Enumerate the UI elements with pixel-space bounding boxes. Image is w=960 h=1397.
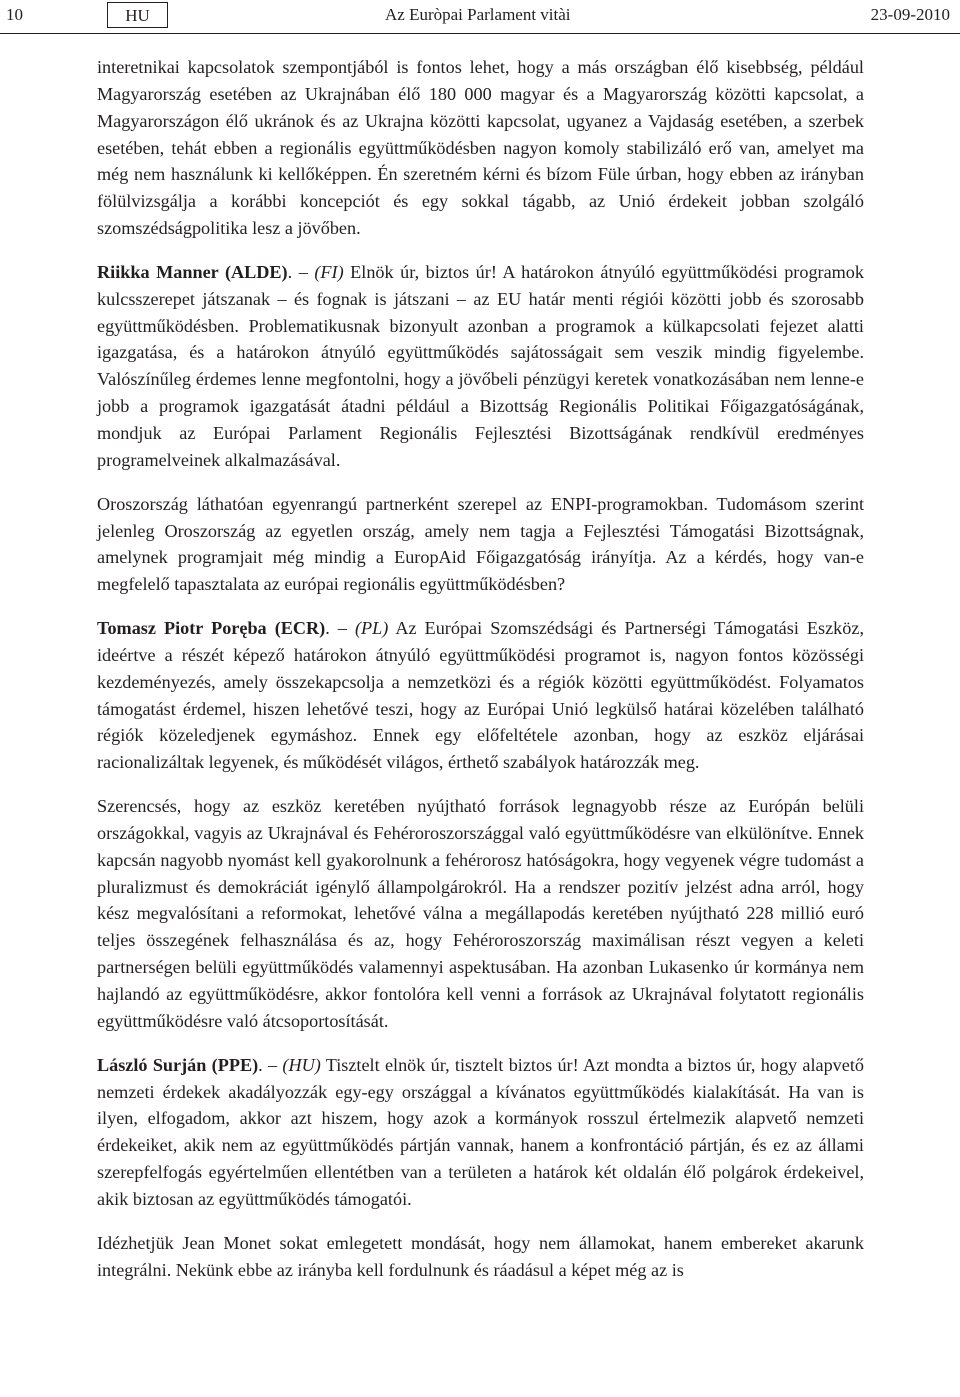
page-number: 10 — [6, 5, 23, 24]
paragraph — [97, 1230, 864, 1284]
paragraph-text: Az Európai Szomszédsági és Partnerségi Támogatási Eszköz, ideértve a részét képező határokon átnyúló együttműködési programot is, nagyon fontos közösségi kezdeményezés, amely összekapcsolja a nemzetközi és a régiók közötti együttműködést. Folyamatos támogatást érdemel, hiszen lehetővé teszi, hogy az Európai Unió legkülső határai közelében található régiók közeledjenek egymáshoz. Ennek egy előfeltétele azonban, hogy az eszköz eljárásai racionalizáltak legyenek, és működését világos, érthető szabályok határozzák meg. — [97, 618, 864, 773]
language-tag: (FI) — [314, 261, 344, 282]
header-date: 23-09-2010 — [870, 5, 950, 24]
speaker-separator: . – — [287, 261, 315, 282]
speaker-separator: . – — [325, 618, 355, 639]
paragraph-text: Elnök úr, biztos úr! A határokon átnyúló együttműködési programok kulcsszerepet játszanak – és fognak is játszani – az EU határ menti régiói közötti jobb és szorosabb együttműködésben. Problematikusnak bizonyult azonban a programok a külkapcsolati fejezet alatti igazgatása, és a határokon átnyúló együttműködés sajátosságait sem veszik mindig figyelembe. Valószínűleg érdemes lenne megfontolni, hogy a jövőbeli pénzügyi keretek vonatkozásában nem lenne-e jobb a programok igazgatását átadni például a Bizottság Regionális Politikai Főigazgatóságának, mondjuk az Európai Parlament Regionális Fejlesztési Bizottságának rendkívül eredményes programelveinek alkalmazásával. — [97, 261, 864, 470]
paragraph-text: Szerencsés, hogy az eszköz keretében nyújtható források legnagyobb része az Európán belüli országokkal, vagyis az Ukrajnával és Fehéroroszországgal való együttműködésre van elkülönítve. Ennek kapcsán nagyobb nyomást kell gyakorolnunk a fehérorosz hatóságokra, hogy vegyenek végre tudomást a pluralizmust és demokráciát igénylő állampolgárokról. Ha a rendszer pozitív jelzést adna arról, hogy kész megvalósítani a reformokat, lehetővé válna a megállapodás keretében nyújtható 228 millió euró teljes összegének felhasználása és az, hogy Fehéroroszország maximálisan részt vegyen a keleti partnerségen belüli együttműködés valamennyi aspektusában. Ha azonban Lukasenko úr kormánya nem hajlandó az együttműködésre, akkor fontolóra kell venni a források az Ukrajnával folytatott regionális együttműködésre való átcsoportosítását. — [97, 796, 864, 1031]
speech-paragraph — [97, 1052, 864, 1213]
paragraph-text: Tisztelt elnök úr, tisztelt biztos úr! Azt mondta a biztos úr, hogy alapvető nemzeti érdekek akadályozzák egy-egy országgal a kívánatos együttműködés kialakítását. Ha van is ilyen, elfogadom, akkor azt hiszem, hogy azok a kormányok rosszul értelmezik alapvető nemzeti érdekeiket, akik nem az együttműködés pártján vannak, hanem a konfrontáció pártján, és ez az állami szerepfelfogás egyértelműen ellentétben van a területen a határok két oldalán élő polgárok érdekeivel, akik biztosan az együttműködés támogatói. — [97, 1054, 864, 1209]
language-tag: (HU) — [282, 1054, 321, 1075]
language-tag: (PL) — [354, 618, 389, 639]
paragraph-text: Oroszország láthatóan egyenrangú partnerként szerepel az ENPI-programokban. Tudomásom szerint jelenleg Oroszország az egyetlen ország, amely nem tagja a Fejlesztési Támogatási Bizottságnak, amelynek programjait még mindig a EuropAid Főigazgatóság irányítja. Az a kérdés, hogy van-e megfelelő tapasztalata az európai regionális együttműködésben? — [97, 493, 864, 595]
speech-paragraph — [97, 615, 864, 776]
paragraph-text: Idézhetjük Jean Monet sokat emlegetett mondását, hogy nem államokat, hanem embereket akarunk integrálni. Nekünk ebbe az irányba kell fordulnunk és ráadásul a képet még az is — [97, 1232, 864, 1280]
page-header — [0, 0, 960, 34]
language-code-box: HU — [107, 2, 168, 28]
paragraph — [97, 491, 864, 598]
speaker-name: Riikka Manner (ALDE) — [97, 261, 288, 282]
publication-title: Az Euròpai Parlament vitài — [385, 5, 571, 24]
paragraph — [97, 54, 864, 242]
document-body — [97, 54, 864, 1300]
header-rule — [0, 33, 960, 34]
speaker-separator: . – — [258, 1054, 283, 1075]
speaker-name: Tomasz Piotr Poręba (ECR) — [97, 618, 326, 639]
paragraph — [97, 793, 864, 1035]
speaker-name: László Surján (PPE) — [97, 1054, 259, 1075]
paragraph-text: interetnikai kapcsolatok szempontjából is fontos lehet, hogy a más országban élő kisebbség, például Magyarország esetében az Ukrajnában élő 180 000 magyar és a Magyarország közötti kapcsolat, a Magyarországon élő ukránok és az Ukrajna közötti kapcsolat, ugyanez a Vajdaság esetében, a szerbek esetében, tehát ebben a regionális együttműködésben nagyon komoly stabilizáló erő van, amelyet ma még nem használunk ki kellőképpen. Én szeretném kérni és bízom Füle úrban, hogy ebben az irányban fölülvizsgálja a korábbi koncepciót és egy sokkal tágabb, az Unió érdekeit jobban szolgáló szomszédságpolitika lesz a jövőben. — [97, 57, 864, 239]
speech-paragraph — [97, 259, 864, 474]
